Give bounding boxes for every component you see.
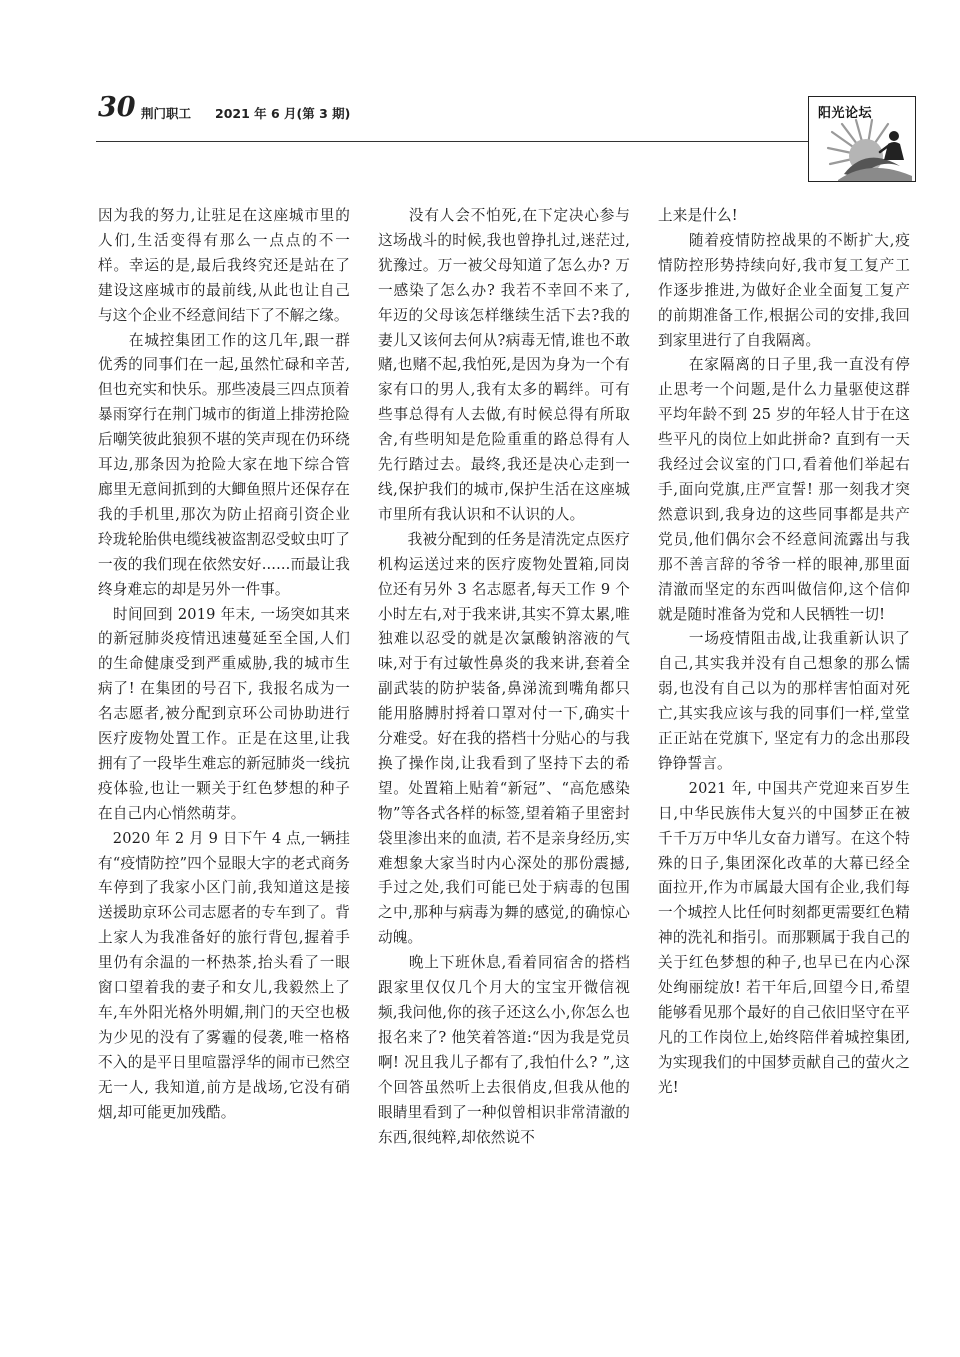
paragraph: 上来是什么! — [658, 207, 738, 224]
issue-info: 2021 年 6 月(第 3 期) — [215, 106, 351, 121]
journal-name: 荆门职工 — [141, 106, 192, 121]
paragraph: 在家隔离的日子里,我一直没有停止思考一个问题,是什么力量驱使这群平均年龄不到 25 岁的年轻人甘于在这些平凡的岗位上如此拼命? 直到有一天我经过会议室的门口,看着他们举起右手,面向党旗,庄严宣誓! 那一刻我才突然意识到,我身边的这些同事都是共产党员,他们偶尔会不经意间流露出与我那不善言辞的爷爷一样的眼神,那里面清澈而坚定的东西叫做信仰,这个信仰就是随时准备为党和人民牺牲一切! — [658, 356, 910, 623]
paragraph: 我被分配到的任务是清洗定点医疗机构运送过来的医疗废物处置箱,同岗位还有另外 3 名志愿者,每天工作 9 个小时左右,对于我来讲,其实不算太累,唯独难以忍受的就是次氯酸钠溶液的气味,对于有过敏性鼻炎的我来讲,套着全副武装的防护装备,鼻涕流到嘴角都只能用胳膊肘捋着口罩对付一下,确实十分难受。好在我的搭档十分贴心的与我换了操作岗,让我看到了坚持下去的希望。处置箱上贴着“新冠”、“高危感染物”等各式各样的标签,望着箱子里密封袋里渗出来的血渍, 若不是亲身经历,实难想象大家当时内心深处的那份震撼,手过之处,我们可能已处于病毒的包围之中,那种与病毒为舞的感觉,的确惊心动魄。 — [378, 530, 630, 947]
paragraph: 随着疫情防控战果的不断扩大,疫情防控形势持续向好,我市复工复产工作逐步推进,为做好企业全面复工复产的前期准备工作,根据公司的安排,我回到家里进行了自我隔离。 — [658, 231, 910, 349]
paragraph: 晚上下班休息,看着同宿舍的搭档跟家里仅仅几个月大的宝宝开微信视频,我问他,你的孩子还这么小,你怎么也报名来了? 他笑着答道:“因为我是党员啊! 况且我儿子都有了,我怕什么? ”,这个回答虽然听上去很俏皮,但我从他的眼睛里看到了一种似曾相识非常清澈的东西,很纯粹,却依然说不 — [378, 954, 630, 1146]
paragraph: 时间回到 2019 年末, 一场突如其来的新冠肺炎疫情迅速蔓延至全国,人们的生命健康受到严重威胁,我的城市生病了! 在集团的号召下, 我报名成为一名志愿者,被分配到京环公司协助进行医疗废物处置工作。正是在这里,让我拥有了一段毕生难忘的新冠肺炎一线抗疫体验,也让一颗关于红色梦想的种子在自己内心悄然萌芽。 — [98, 605, 350, 822]
paragraph: 一场疫情阻击战,让我重新认识了自己,其实我并没有自己想象的那么懦弱,也没有自己以为的那样害怕面对死亡,其实我应该与我的同事们一样,堂堂正正站在党旗下, 坚定有力的念出那段铮铮誓言。 — [658, 630, 910, 772]
column-title: 阳光论坛 — [818, 106, 873, 121]
paragraph: 因为我的努力,让驻足在这座城市里的人们,生活变得有那么一点点的不一样。幸运的是,最后我终究还是站在了建设这座城市的最前线,从此也让自己与这个企业不经意间结下了不解之缘。 — [98, 207, 350, 324]
paragraph: 没有人会不怕死,在下定决心参与这场战斗的时候,我也曾挣扎过,迷茫过,犹豫过。万一被父母知道了怎么办? 万一感染了怎么办? 我若不幸回不来了,年迈的父母该怎样继续生活下去?我的妻儿又该何去何从?病毒无情,谁也不敢赌,也赌不起,我怕死,是因为身为一个有家有口的男人,我有太多的羁绊。可有些事总得有人去做,有时候总得有所取舍,有些明知是危险重重的路总得有人先行踏过去。最终,我还是决心走到一线,保护我们的城市,保护生活在这座城市里所有我认识和不认识的人。 — [378, 207, 630, 523]
paragraph: 2020 年 2 月 9 日下午 4 点,一辆挂有“疫情防控”四个显眼大字的老式商务车停到了我家小区门前,我知道这是接送援助京环公司志愿者的专车到了。背上家人为我准备好的旅行背包,握着手里仍有余温的一杯热茶,抬头看了一眼窗口望着我的妻子和女儿,我毅然上了车,车外阳光格外明媚,荆门的天空也极为少见的没有了雾霾的侵袭,唯一格格不入的是平日里喧嚣浮华的闹市已然空无一人, 我知道,前方是战场,它没有硝烟,却可能更加残酷。 — [98, 829, 350, 1121]
article-column-1 — [98, 204, 350, 1126]
paragraph: 2021 年, 中国共产党迎来百岁生日,中华民族伟大复兴的中国梦正在被千千万万中华儿女奋力谱写。在这个特殊的日子,集团深化改革的大幕已经全面拉开,作为市属最大国有企业,我们每一个城控人比任何时刻都更需要红色精神的洗礼和指引。而那颗属于我自己的关于红色梦想的种子,也早已在内心深处绚丽绽放! 若干年后,回望今日,希望能够看见那个最好的自己依旧坚守在平凡的工作岗位上,始终陪伴着城控集团,为实现我们的中国梦贡献自己的萤火之光! — [658, 779, 910, 1096]
page-header — [0, 0, 960, 200]
article-column-2 — [378, 204, 630, 1150]
header-rule — [96, 141, 808, 142]
article-column-3 — [658, 204, 910, 1101]
page-number: 30 — [98, 92, 136, 123]
paragraph: 在城控集团工作的这几年,跟一群优秀的同事们在一起,虽然忙碌和辛苦,但也充实和快乐。那些凌晨三四点顶着暴雨穿行在荆门城市的街道上排涝抢险后嘲笑彼此狼狈不堪的笑声现在仍环绕耳边,那条因为抢险大家在地下综合管廊里无意间抓到的大鲫鱼照片还保存在我的手机里,那次为防止招商引资企业玲珑轮胎供电缆线被盗割忍受蚊虫叮了一夜的我们现在依然安好......而最让我终身难忘的却是另外一件事。 — [98, 331, 350, 598]
